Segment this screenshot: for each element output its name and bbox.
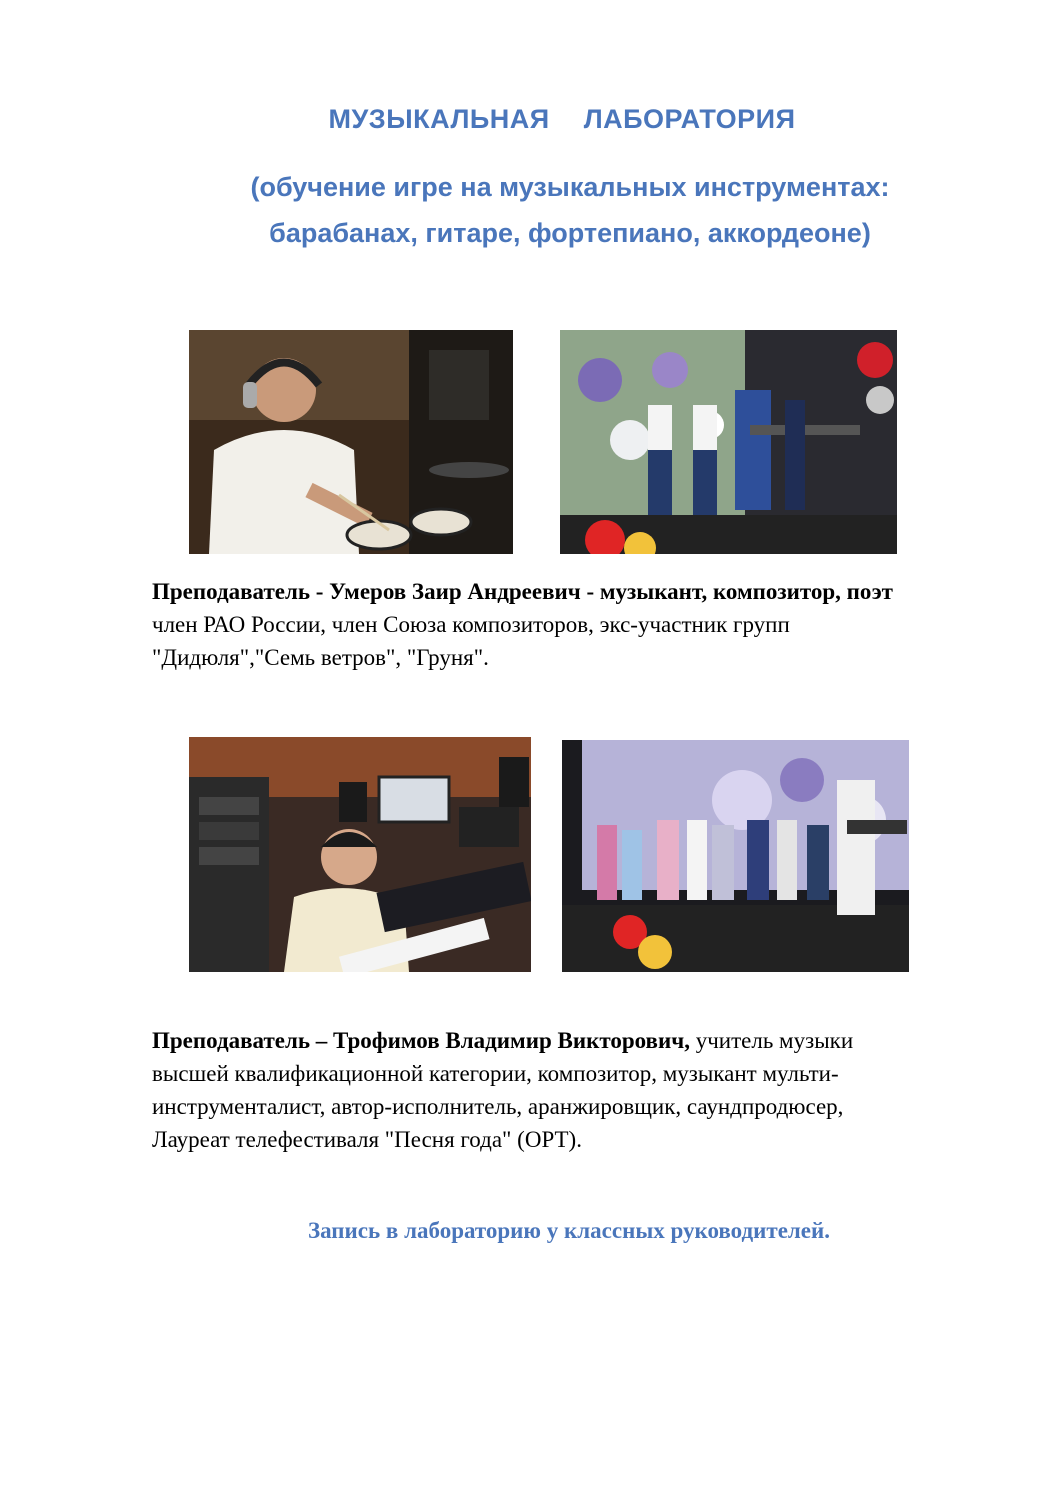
- keyboardist-studio-photo: [189, 737, 531, 972]
- teacher-umerov-line-2: "Дидюля","Семь ветров", "Груня".: [152, 645, 489, 670]
- teacher-trofimov-line-1: учитель музыки: [689, 1028, 854, 1053]
- stage-performance-photo-2: [562, 740, 909, 972]
- teacher-trofimov-bio: [152, 1024, 972, 1156]
- teacher-umerov-line-1: член РАО России, член Союза композиторов, экс-участник групп: [152, 612, 790, 637]
- teacher-trofimov-line-2: высшей квалификационной категории, композитор, музыкант мульти-: [152, 1061, 839, 1086]
- drummer-photo: [189, 330, 513, 554]
- page-subtitle: [150, 164, 990, 256]
- teacher-trofimov-line-4: Лауреат телефестиваля "Песня года" (ОРТ).: [152, 1127, 582, 1152]
- subtitle-line-1: (обучение игре на музыкальных инструментах:: [250, 172, 890, 202]
- page-title: МУЗЫКАЛЬНАЯ ЛАБОРАТОРИЯ: [328, 104, 796, 134]
- teacher-trofimov-lead: Преподаватель – Трофимов Владимир Викторович,: [152, 1028, 690, 1053]
- stage-performance-photo-1: [560, 330, 897, 554]
- teacher-umerov-lead: Преподаватель - Умеров Заир Андреевич - музыкант, композитор, поэт: [152, 579, 893, 604]
- teacher-umerov-bio: [152, 575, 972, 674]
- subtitle-line-2: барабанах, гитаре, фортепиано, аккордеоне): [269, 218, 871, 248]
- teacher-trofimov-line-3: инструменталист, автор-исполнитель, аранжировщик, саундпродюсер,: [152, 1094, 844, 1119]
- enrollment-note: Запись в лабораторию у классных руководителей.: [307, 1218, 831, 1243]
